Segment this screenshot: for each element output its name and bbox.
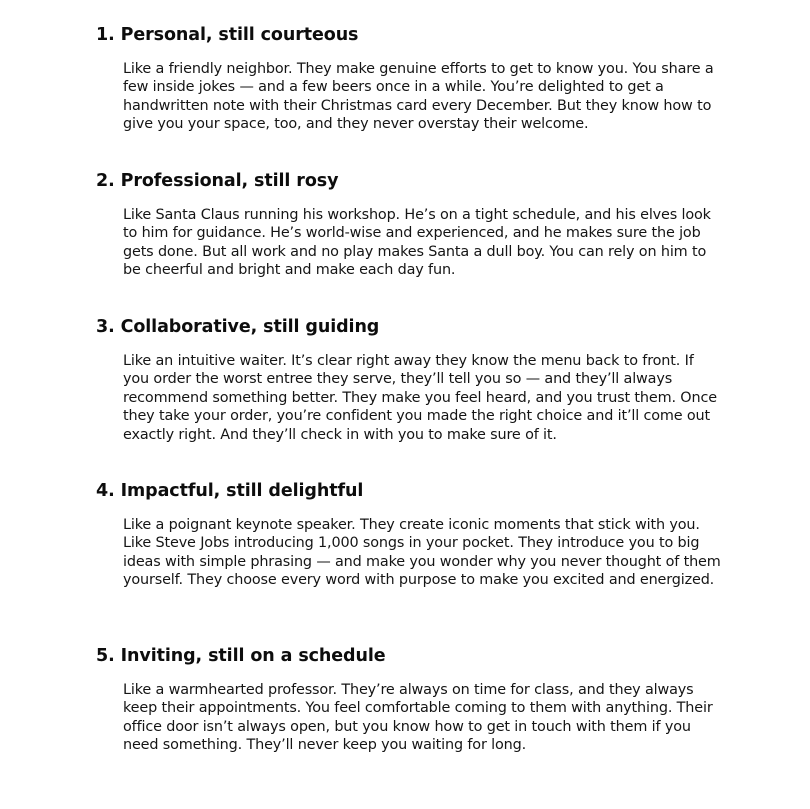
section-inviting <box>96 645 736 755</box>
section-heading: 1. Personal, still courteous <box>96 25 359 45</box>
section-personal <box>96 24 736 134</box>
section-heading: 3. Collaborative, still guiding <box>96 317 380 337</box>
section-body: Like Santa Claus running his workshop. He’s on a tight schedule, and his elves look to him for guidance. He’s world-wise and experienced, and he makes sure the job gets done. But all work and no play makes Santa a dull boy. You can rely on him to be cheerful and bright and make each day fun. <box>123 207 711 279</box>
section-heading: 4. Impactful, still delightful <box>96 481 364 501</box>
section-body: Like a warmhearted professor. They’re always on time for class, and they always keep their appointments. You feel comfortable coming to them with anything. Their office door isn’t always open, but you know how to get in touch with them if you need something. They’ll never keep you waiting for long. <box>123 682 713 754</box>
section-heading: 2. Professional, still rosy <box>96 171 339 191</box>
section-body: Like an intuitive waiter. It’s clear right away they know the menu back to front. If you order the worst entree they serve, they’ll tell you so — and they’ll always recommend something better. They make you feel heard, and you trust them. Once they take your order, you’re confident you made the right choice and it’ll come out exactly right. And they’ll check in with you to make sure of it. <box>123 353 717 443</box>
section-collaborative <box>96 316 736 444</box>
section-heading: 5. Inviting, still on a schedule <box>96 646 386 666</box>
section-body: Like a poignant keynote speaker. They create iconic moments that stick with you. Like Steve Jobs introducing 1,000 songs in your pocket. They introduce you to big ideas with simple phrasing — and make you wonder why you never thought of them yourself. They choose every word with purpose to make you excited and energized. <box>123 517 721 589</box>
section-impactful <box>96 480 736 590</box>
section-professional <box>96 170 736 280</box>
section-body: Like a friendly neighbor. They make genuine efforts to get to know you. You share a few inside jokes — and a few beers once in a while. You’re delighted to get a handwritten note with their Christmas card every December. But they know how to give you your space, too, and they never overstay their welcome. <box>123 61 714 133</box>
